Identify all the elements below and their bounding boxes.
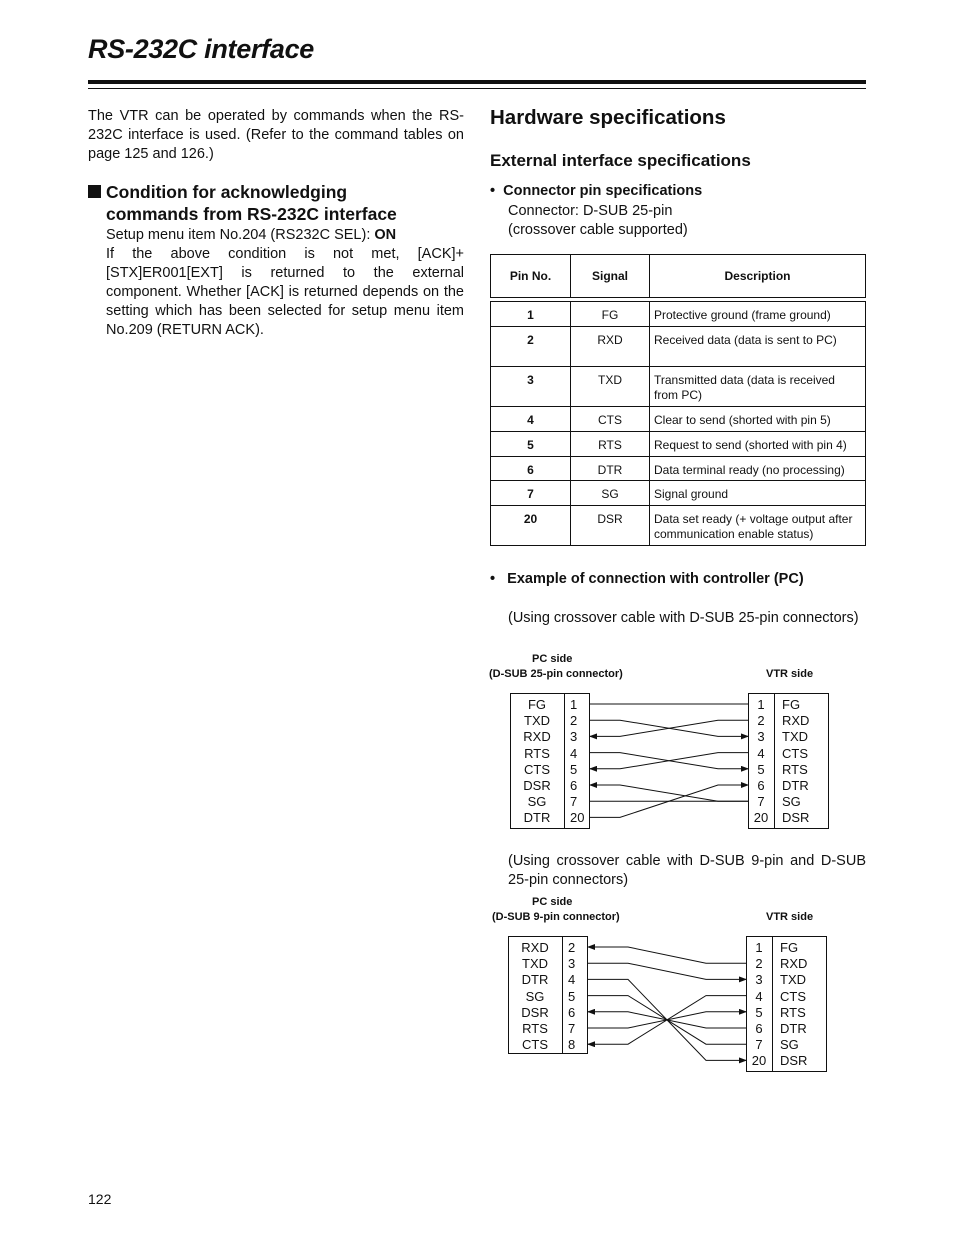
pin-cell: 5	[491, 432, 571, 457]
pc-signal-label: TXD	[524, 713, 550, 729]
condition-heading-line2: commands from RS-232C interface	[106, 204, 397, 224]
example-bullet-text: Example of connection with controller (PC)	[507, 571, 804, 587]
pc-pin-number: 3	[568, 956, 576, 972]
vtr-signal-label: CTS	[782, 745, 808, 761]
description-cell: Transmitted data (data is received from PC)	[650, 367, 866, 407]
example-bullet: • Example of connection with controller (PC)	[490, 571, 804, 587]
description-cell: Protective ground (frame ground)	[650, 302, 866, 327]
pc-pin-number: 5	[568, 988, 576, 1004]
wire-line	[588, 963, 746, 979]
pc-signal-label: DTR	[521, 972, 549, 988]
pin-cell: 1	[491, 302, 571, 327]
connector-bullet-text: Connector pin specifications	[503, 183, 703, 199]
example-note-9pin: (Using crossover cable with D-SUB 9-pin and D-SUB 25-pin connectors)	[508, 853, 866, 888]
vtr-signal-label: DSR	[780, 1053, 808, 1069]
vtr-signal-label: TXD	[782, 729, 808, 745]
vtr-signal-label: DSR	[782, 810, 810, 826]
vtr-side-label: VTR side	[766, 668, 814, 680]
example-note-25pin: (Using crossover cable with D-SUB 25-pin connectors)	[508, 610, 859, 626]
vtr-pin-number: 3	[757, 729, 765, 745]
vtr-pin-number: 3	[755, 972, 763, 988]
signal-cell: TXD	[571, 367, 650, 407]
vtr-pin-number: 4	[755, 988, 763, 1004]
header-description: Description	[650, 255, 866, 298]
setup-prefix: Setup menu item No.204 (RS232C SEL):	[106, 227, 375, 243]
intro-paragraph: The VTR can be operated by commands when the RS-232C interface is used. (Refer to the command tables on page 125 and 126.)	[88, 108, 464, 162]
vtr-signal-label: TXD	[780, 972, 806, 988]
pc-signal-label: SG	[527, 794, 547, 810]
pc-pin-number: 8	[568, 1037, 576, 1053]
pc-side-label: PC side	[532, 896, 573, 908]
vtr-pin-number: 5	[755, 1004, 763, 1020]
pc-signal-label: RXD	[523, 729, 551, 745]
description-cell: Request to send (shorted with pin 4)	[650, 432, 866, 457]
description-cell: Data set ready (+ voltage output after communication enable status)	[650, 506, 866, 546]
page-title: RS-232C interface	[88, 34, 314, 64]
pc-connector-label: (D-SUB 9-pin connector)	[492, 911, 620, 923]
pin-cell: 6	[491, 457, 571, 481]
pc-pin-number: 2	[568, 940, 576, 955]
header-pin: Pin No.	[491, 255, 571, 298]
vtr-pin-number: 5	[757, 761, 765, 777]
pc-side-label: PC side	[532, 653, 573, 665]
description-cell: Signal ground	[650, 481, 866, 506]
vtr-side-label: VTR side	[766, 911, 814, 923]
signal-cell: DTR	[571, 457, 650, 481]
pc-signal-label: SG	[525, 988, 545, 1004]
vtr-pin-number: 7	[755, 1037, 763, 1053]
vtr-signal-label: FG	[780, 940, 799, 955]
signal-cell: RXD	[571, 327, 650, 367]
wire-line	[588, 947, 746, 963]
condition-heading-line1: Condition for acknowledging	[106, 182, 348, 202]
pin-cell: 4	[491, 407, 571, 432]
pc-signal-label: RTS	[524, 745, 550, 761]
pc-signal-label: RTS	[522, 1021, 548, 1036]
vtr-pin-number: 6	[755, 1021, 763, 1036]
signal-cell: SG	[571, 481, 650, 506]
pc-pin-number: 4	[570, 745, 578, 761]
vtr-pin-number: 20	[753, 810, 769, 826]
pc-pin-number: 6	[568, 1004, 576, 1020]
vtr-signal-label: SG	[782, 794, 801, 810]
pc-pin-number: 4	[568, 972, 576, 988]
vtr-signal-label: DTR	[780, 1021, 807, 1036]
pc-signal-label: FG	[527, 697, 547, 712]
pc-pin-number: 1	[570, 697, 578, 712]
description-cell: Clear to send (shorted with pin 5)	[650, 407, 866, 432]
pc-pin-number: 5	[570, 761, 578, 777]
signal-cell: DSR	[571, 506, 650, 546]
description-cell: Data terminal ready (no processing)	[650, 457, 866, 481]
vtr-pin-number: 4	[757, 745, 765, 761]
pc-signal-label: CTS	[522, 1037, 548, 1053]
pc-signal-label: DTR	[523, 810, 551, 826]
pc-pin-number: 6	[570, 778, 578, 793]
pin-cell: 3	[491, 367, 571, 407]
header-signal: Signal	[571, 255, 650, 298]
pc-pin-number: 2	[570, 713, 578, 729]
vtr-signal-label: RXD	[782, 713, 810, 729]
signal-cell: RTS	[571, 432, 650, 457]
pc-pin-number: 7	[570, 794, 578, 810]
vtr-pin-number: 7	[757, 794, 765, 810]
vtr-signal-label: FG	[782, 697, 801, 712]
page-number: 122	[88, 1191, 112, 1207]
vtr-pin-number: 1	[755, 940, 763, 955]
vtr-pin-number: 6	[757, 778, 765, 793]
vtr-signal-label: RTS	[780, 1004, 806, 1020]
pc-pin-number: 3	[570, 729, 578, 745]
connector-line: Connector: D-SUB 25-pin	[508, 203, 673, 219]
vtr-pin-number: 1	[757, 697, 765, 712]
pin-cell: 2	[491, 327, 571, 367]
setup-value: ON	[374, 227, 397, 243]
condition-text: If the above condition is not met, [ACK]+[STX]ER001[EXT] is returned to the external component. Whether [ACK] is returned depends on the setting which has been selected for setup menu item No.209 (RETURN ACK).	[106, 246, 464, 338]
vtr-signal-label: RXD	[780, 956, 808, 972]
pin-cell: 7	[491, 481, 571, 506]
pc-pin-number: 20	[570, 810, 585, 826]
vtr-signal-label: RTS	[782, 761, 808, 777]
vtr-pin-number: 2	[757, 713, 765, 729]
pin-cell: 20	[491, 506, 571, 546]
hardware-heading: Hardware specifications	[490, 106, 726, 129]
external-interface-heading: External interface specifications	[490, 151, 751, 170]
pc-signal-label: CTS	[524, 761, 550, 777]
connector-note: (crossover cable supported)	[508, 222, 688, 238]
connector-bullet: • Connector pin specifications	[490, 183, 703, 199]
vtr-signal-label: CTS	[780, 988, 806, 1004]
vtr-signal-label: SG	[780, 1037, 799, 1053]
signal-cell: CTS	[571, 407, 650, 432]
pc-signal-label: DSR	[521, 1004, 549, 1020]
pc-pin-number: 7	[568, 1021, 576, 1036]
vtr-pin-number: 2	[755, 956, 763, 972]
wire-line	[588, 996, 746, 1045]
vtr-pin-number: 20	[751, 1053, 767, 1069]
vtr-signal-label: DTR	[782, 778, 809, 793]
signal-cell: FG	[571, 302, 650, 327]
pc-signal-label: TXD	[522, 956, 548, 972]
pc-signal-label: RXD	[521, 940, 549, 955]
pc-connector-label: (D-SUB 25-pin connector)	[489, 668, 623, 680]
description-cell: Received data (data is sent to PC)	[650, 327, 866, 367]
pc-signal-label: DSR	[523, 778, 551, 793]
